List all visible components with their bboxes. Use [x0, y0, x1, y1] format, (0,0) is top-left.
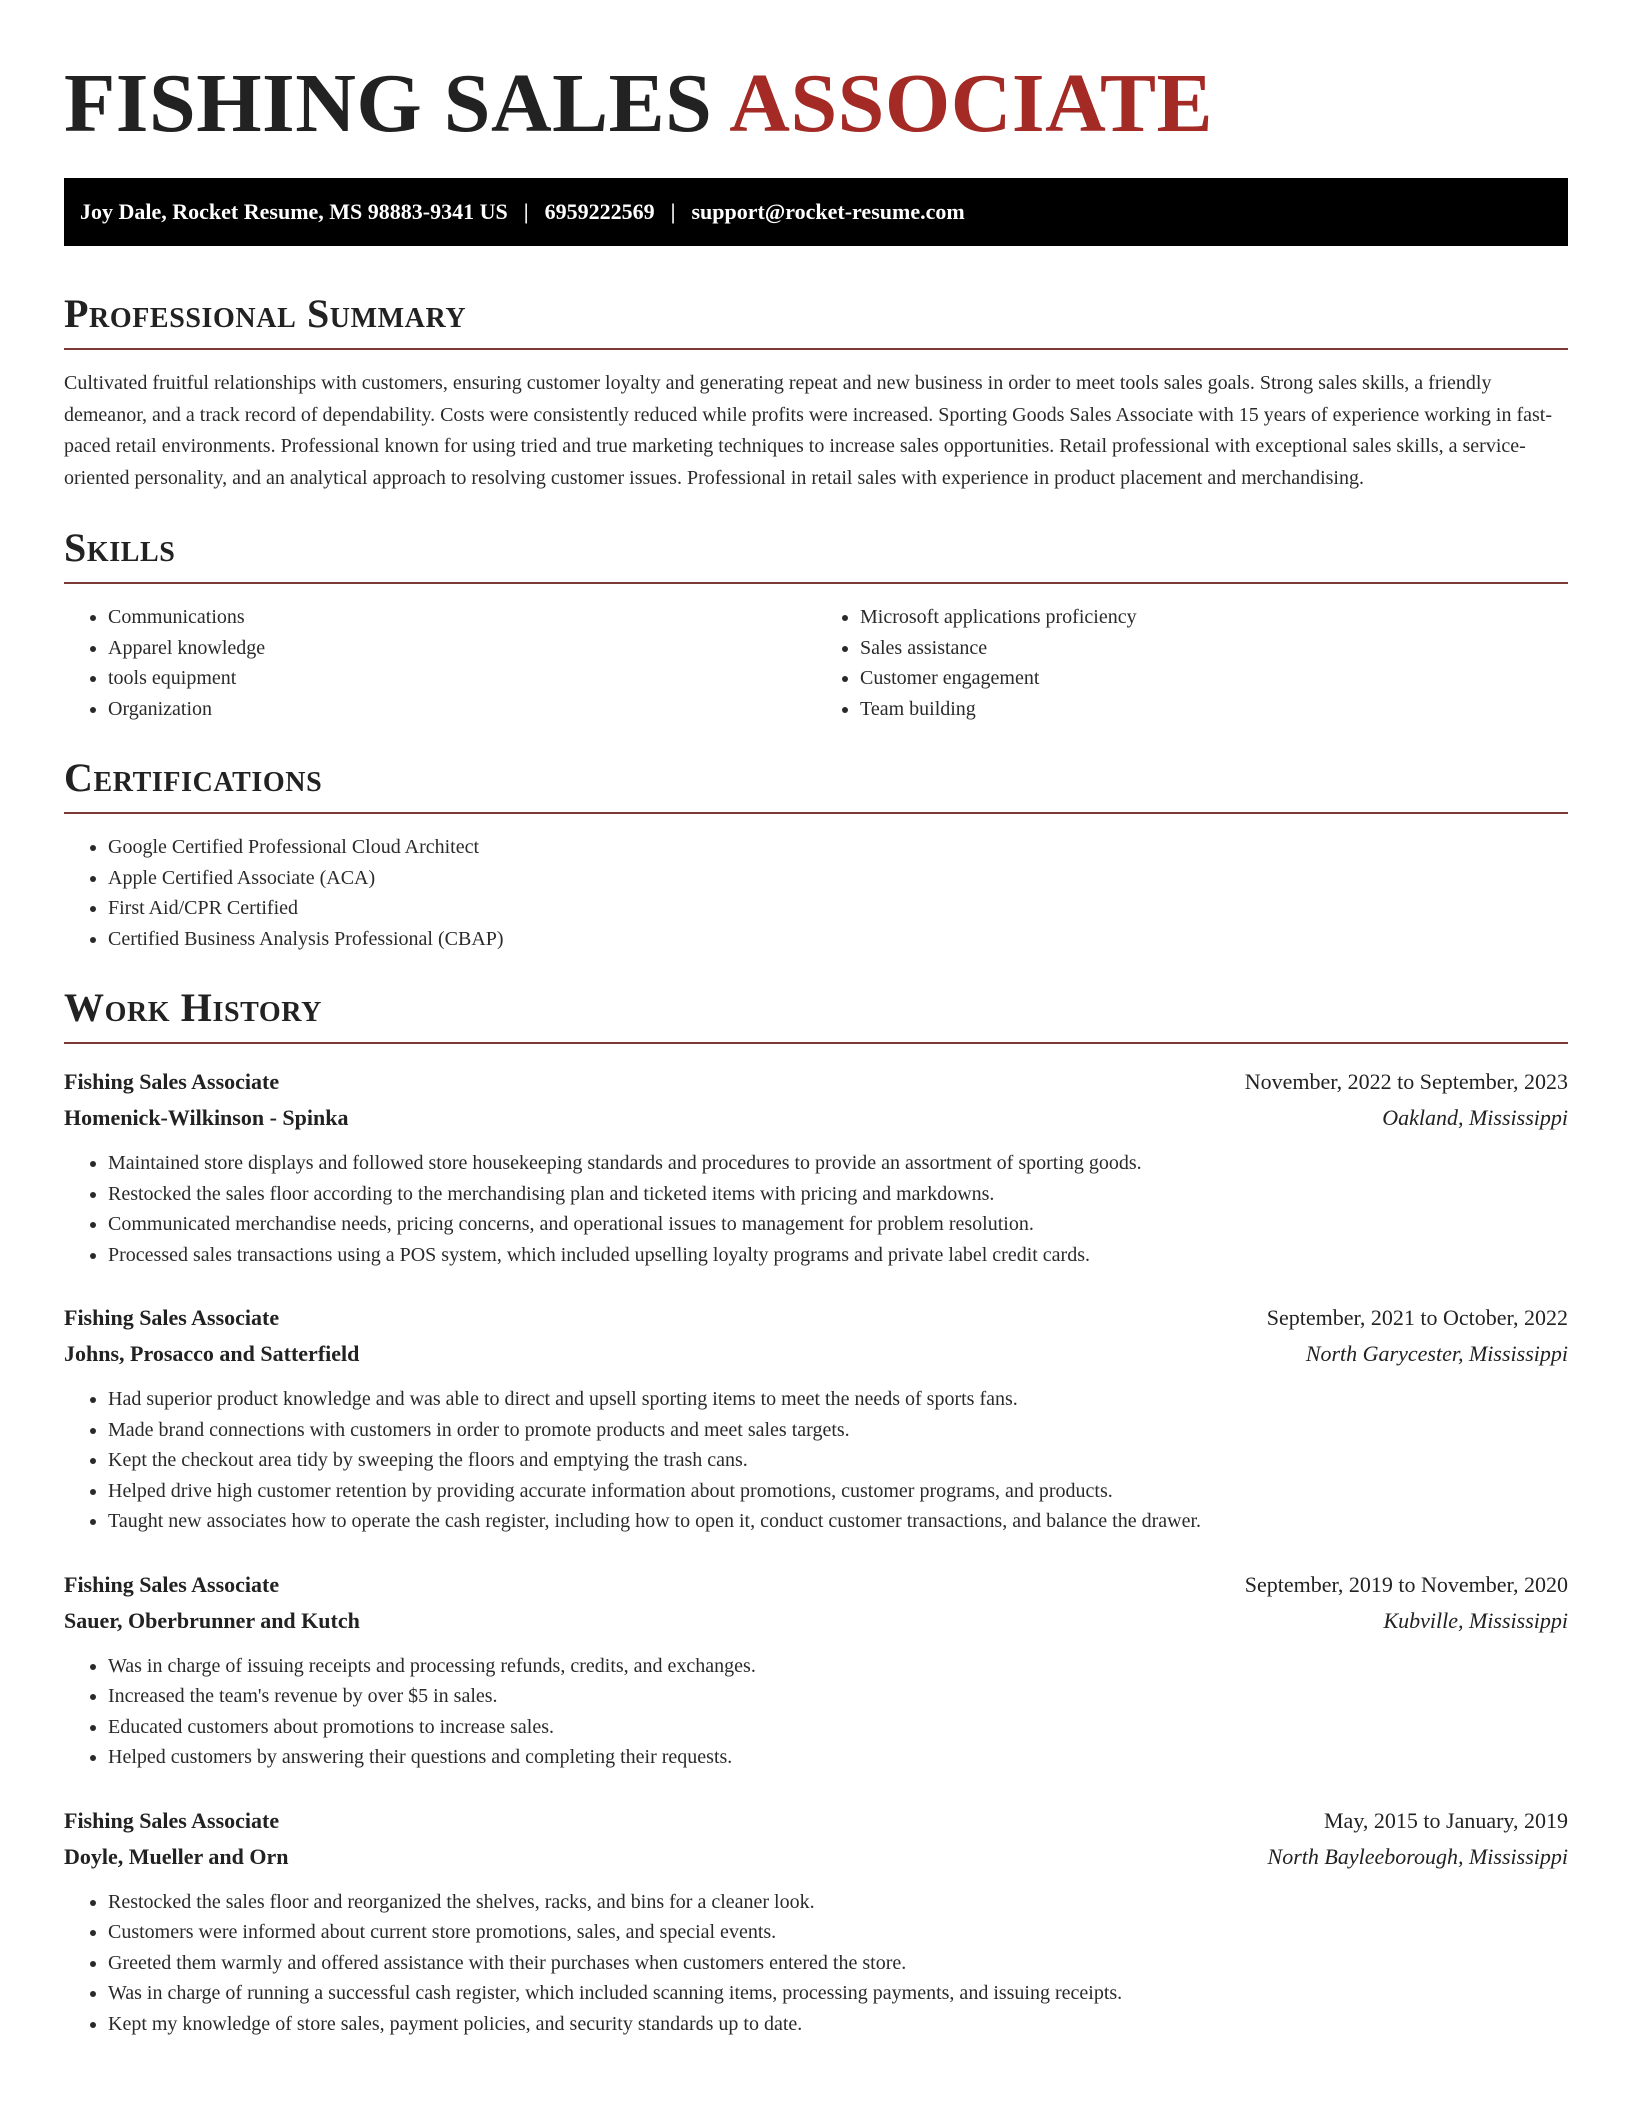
job-company-row [64, 1603, 1568, 1639]
certifications-list [64, 832, 1568, 954]
job-dates: September, 2019 to November, 2020 [1244, 1571, 1568, 1597]
skill-item: • Apparel knowledge [108, 633, 816, 664]
skill-item: • Communications [108, 602, 816, 633]
skills-list-left [64, 602, 816, 724]
job-bullet: • Increased the team's revenue by over $5 in sales. [108, 1681, 1568, 1712]
contact-bar [64, 178, 1568, 246]
job-location: North Bayleeborough, Mississippi [1267, 1843, 1568, 1869]
skill-item: • Microsoft applications proficiency [860, 602, 1568, 633]
skill-item: • Sales assistance [860, 633, 1568, 664]
job-location: Kubville, Mississippi [1383, 1607, 1568, 1633]
job-company: Sauer, Oberbrunner and Kutch [64, 1607, 360, 1633]
job-entry [64, 1300, 1568, 1537]
contact-email: support@rocket-resume.com [691, 199, 965, 224]
job-bullet: • Restocked the sales floor according to the merchandising plan and ticketed items with pricing and markdowns. [108, 1179, 1568, 1210]
title-main: FISHING SALES [64, 57, 713, 150]
job-location: North Garycester, Mississippi [1305, 1341, 1568, 1366]
job-bullets [64, 1148, 1568, 1270]
job-title: Fishing Sales Associate [64, 1807, 280, 1833]
job-bullet: • Was in charge of running a successful cash register, which included scanning items, processing payments, and issuing receipts. [108, 1978, 1568, 2009]
job-bullet: • Made brand connections with customers in order to promote products and meet sales targets. [108, 1415, 1568, 1446]
job-bullet: • Communicated merchandise needs, pricing concerns, and operational issues to management for problem resolution. [108, 1209, 1568, 1240]
work-list [64, 1064, 1568, 2039]
job-bullet: • Helped customers by answering their questions and completing their requests. [108, 1742, 1568, 1773]
certification-item: • Apple Certified Associate (ACA) [108, 863, 1568, 894]
contact-address: Joy Dale, Rocket Resume, MS 98883-9341 US [80, 199, 508, 224]
job-bullet: • Kept the checkout area tidy by sweeping the floors and emptying the trash cans. [108, 1445, 1568, 1476]
skills-heading: Skills [64, 525, 176, 570]
certification-item: • Certified Business Analysis Professional (CBAP) [108, 924, 1568, 955]
certifications-section [64, 754, 1568, 954]
certification-item: • Google Certified Professional Cloud Architect [108, 832, 1568, 863]
job-entry [64, 1064, 1568, 1270]
job-title: Fishing Sales Associate [64, 1571, 280, 1597]
job-company: Doyle, Mueller and Orn [64, 1843, 289, 1869]
job-bullet: • Restocked the sales floor and reorganized the shelves, racks, and bins for a cleaner look. [108, 1887, 1568, 1918]
skill-item: • Customer engagement [860, 663, 1568, 694]
job-header-row [64, 1803, 1568, 1839]
job-bullets [64, 1384, 1568, 1537]
job-company-row [64, 1839, 1568, 1875]
skill-item: • tools equipment [108, 663, 816, 694]
job-bullet: • Greeted them warmly and offered assistance with their purchases when customers entered the store. [108, 1948, 1568, 1979]
job-bullet: • Taught new associates how to operate the cash register, including how to open it, conduct customer transactions, and balance the drawer. [108, 1506, 1568, 1537]
job-bullet: • Kept my knowledge of store sales, payment policies, and security standards up to date. [108, 2009, 1568, 2040]
work-history-section [64, 984, 1568, 2039]
job-bullet: • Had superior product knowledge and was able to direct and upsell sporting items to meet the needs of sports fans. [108, 1384, 1568, 1415]
job-header-row [64, 1300, 1568, 1336]
job-bullet: • Maintained store displays and followed store housekeeping standards and procedures to provide an assortment of sporting goods. [108, 1148, 1568, 1179]
job-company-row [64, 1336, 1568, 1372]
job-title: Fishing Sales Associate [64, 1305, 280, 1330]
section-divider [64, 1042, 1568, 1044]
job-dates: September, 2021 to October, 2022 [1266, 1305, 1568, 1330]
job-company: Homenick-Wilkinson - Spinka [64, 1105, 349, 1130]
work-history-heading: Work History [64, 985, 322, 1030]
title-accent: ASSOCIATE [729, 57, 1214, 150]
job-dates: May, 2015 to January, 2019 [1324, 1807, 1568, 1833]
job-bullet: • Processed sales transactions using a POS system, which included upselling loyalty programs and private label credit cards. [108, 1240, 1568, 1271]
summary-text: Cultivated fruitful relationships with customers, ensuring customer loyalty and generating repeat and new business in order to meet tools sales goals. Strong sales skills, a friendly demeanor, and a track record of dependability. Costs were consistently reduced while profits were increased. Sporting Goods Sales Associate with 15 years of experience working in fast-paced retail environments. Professional known for using tried and true marketing techniques to increase sales opportunities. Retail professional with exceptional sales skills, a service-oriented personality, and an analytical approach to resolving customer issues. Professional in retail sales with experience in product placement and merchandising. [64, 372, 1552, 489]
job-bullet: • Was in charge of issuing receipts and processing refunds, credits, and exchanges. [108, 1651, 1568, 1682]
job-header-row [64, 1064, 1568, 1100]
section-divider [64, 812, 1568, 814]
job-bullet: • Educated customers about promotions to increase sales. [108, 1712, 1568, 1743]
contact-phone: 6959222569 [544, 199, 655, 224]
contact-separator: | [523, 199, 529, 224]
skills-section [64, 524, 1568, 724]
skill-item: • Team building [860, 694, 1568, 725]
job-location: Oakland, Mississippi [1382, 1105, 1568, 1130]
job-company-row [64, 1100, 1568, 1136]
skill-item: • Organization [108, 694, 816, 725]
summary-section [64, 290, 1568, 494]
job-title: Fishing Sales Associate [64, 1069, 280, 1094]
job-bullet: • Customers were informed about current store promotions, sales, and special events. [108, 1917, 1568, 1948]
job-header-row [64, 1567, 1568, 1603]
job-entry [64, 1803, 1568, 2040]
job-company: Johns, Prosacco and Satterfield [64, 1341, 360, 1366]
contact-separator: | [670, 199, 676, 224]
skills-grid [64, 584, 1568, 724]
resume-title [64, 56, 1568, 152]
job-dates: November, 2022 to September, 2023 [1244, 1069, 1568, 1094]
section-divider [64, 348, 1568, 350]
skills-list-right [816, 602, 1568, 724]
job-bullet: • Helped drive high customer retention by providing accurate information about promotions, customer programs, and products. [108, 1476, 1568, 1507]
job-entry [64, 1567, 1568, 1773]
certification-item: • First Aid/CPR Certified [108, 893, 1568, 924]
certifications-heading: Certifications [64, 755, 323, 800]
job-bullets [64, 1887, 1568, 2040]
summary-heading: Professional Summary [64, 291, 467, 336]
job-bullets [64, 1651, 1568, 1773]
